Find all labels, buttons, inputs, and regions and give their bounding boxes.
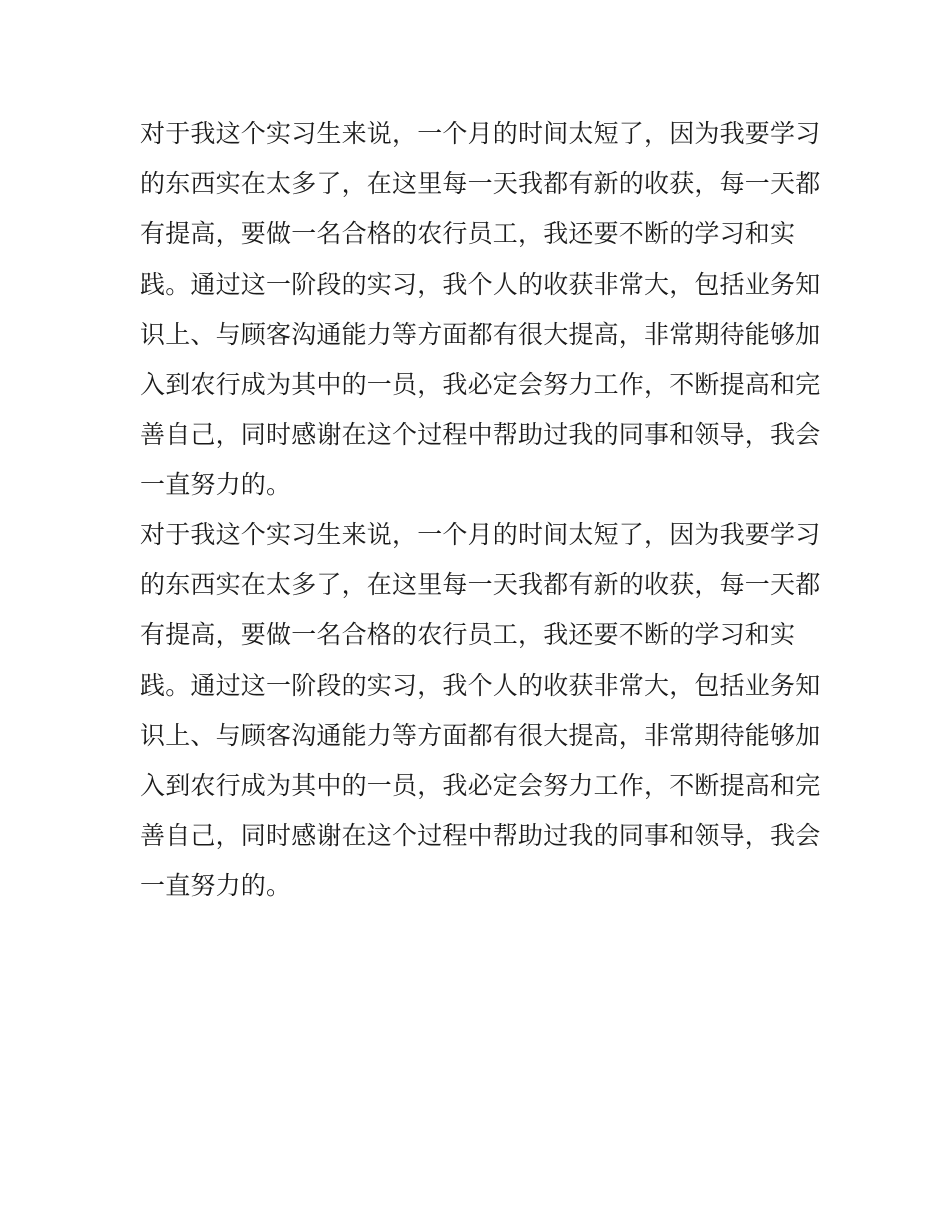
- text-line: 有提高，要做一名合格的农行员工，我还要不断的学习和实: [140, 219, 796, 249]
- text-line: 入到农行成为其中的一员，我必定会努力工作，不断提高和完: [140, 369, 821, 399]
- text-line: 入到农行成为其中的一员，我必定会努力工作，不断提高和完: [140, 770, 821, 800]
- text-line: 践。通过这一阶段的实习，我个人的收获非常大，包括业务知: [140, 670, 821, 700]
- text-line: 一直努力的。: [140, 871, 292, 901]
- text-line: 对于我这个实习生来说，一个月的时间太短了，因为我要学习: [140, 119, 821, 148]
- body-paragraph-2: [140, 510, 820, 912]
- body-paragraph-1: [140, 109, 820, 511]
- text-line: 有提高，要做一名合格的农行员工，我还要不断的学习和实: [140, 620, 796, 650]
- text-line: 识上、与顾客沟通能力等方面都有很大提高，非常期待能够加: [140, 319, 821, 349]
- text-line: 践。通过这一阶段的实习，我个人的收获非常大，包括业务知: [140, 269, 821, 299]
- text-line: 对于我这个实习生来说，一个月的时间太短了，因为我要学习: [140, 520, 821, 549]
- text-line: 的东西实在太多了，在这里每一天我都有新的收获，每一天都: [140, 169, 821, 199]
- text-line: 的东西实在太多了，在这里每一天我都有新的收获，每一天都: [140, 570, 821, 600]
- text-line: 善自己，同时感谢在这个过程中帮助过我的同事和领导，我会: [140, 821, 821, 851]
- text-line: 一直努力的。: [140, 470, 292, 500]
- text-line: 善自己，同时感谢在这个过程中帮助过我的同事和领导，我会: [140, 420, 821, 450]
- text-line: 识上、与顾客沟通能力等方面都有很大提高，非常期待能够加: [140, 720, 821, 750]
